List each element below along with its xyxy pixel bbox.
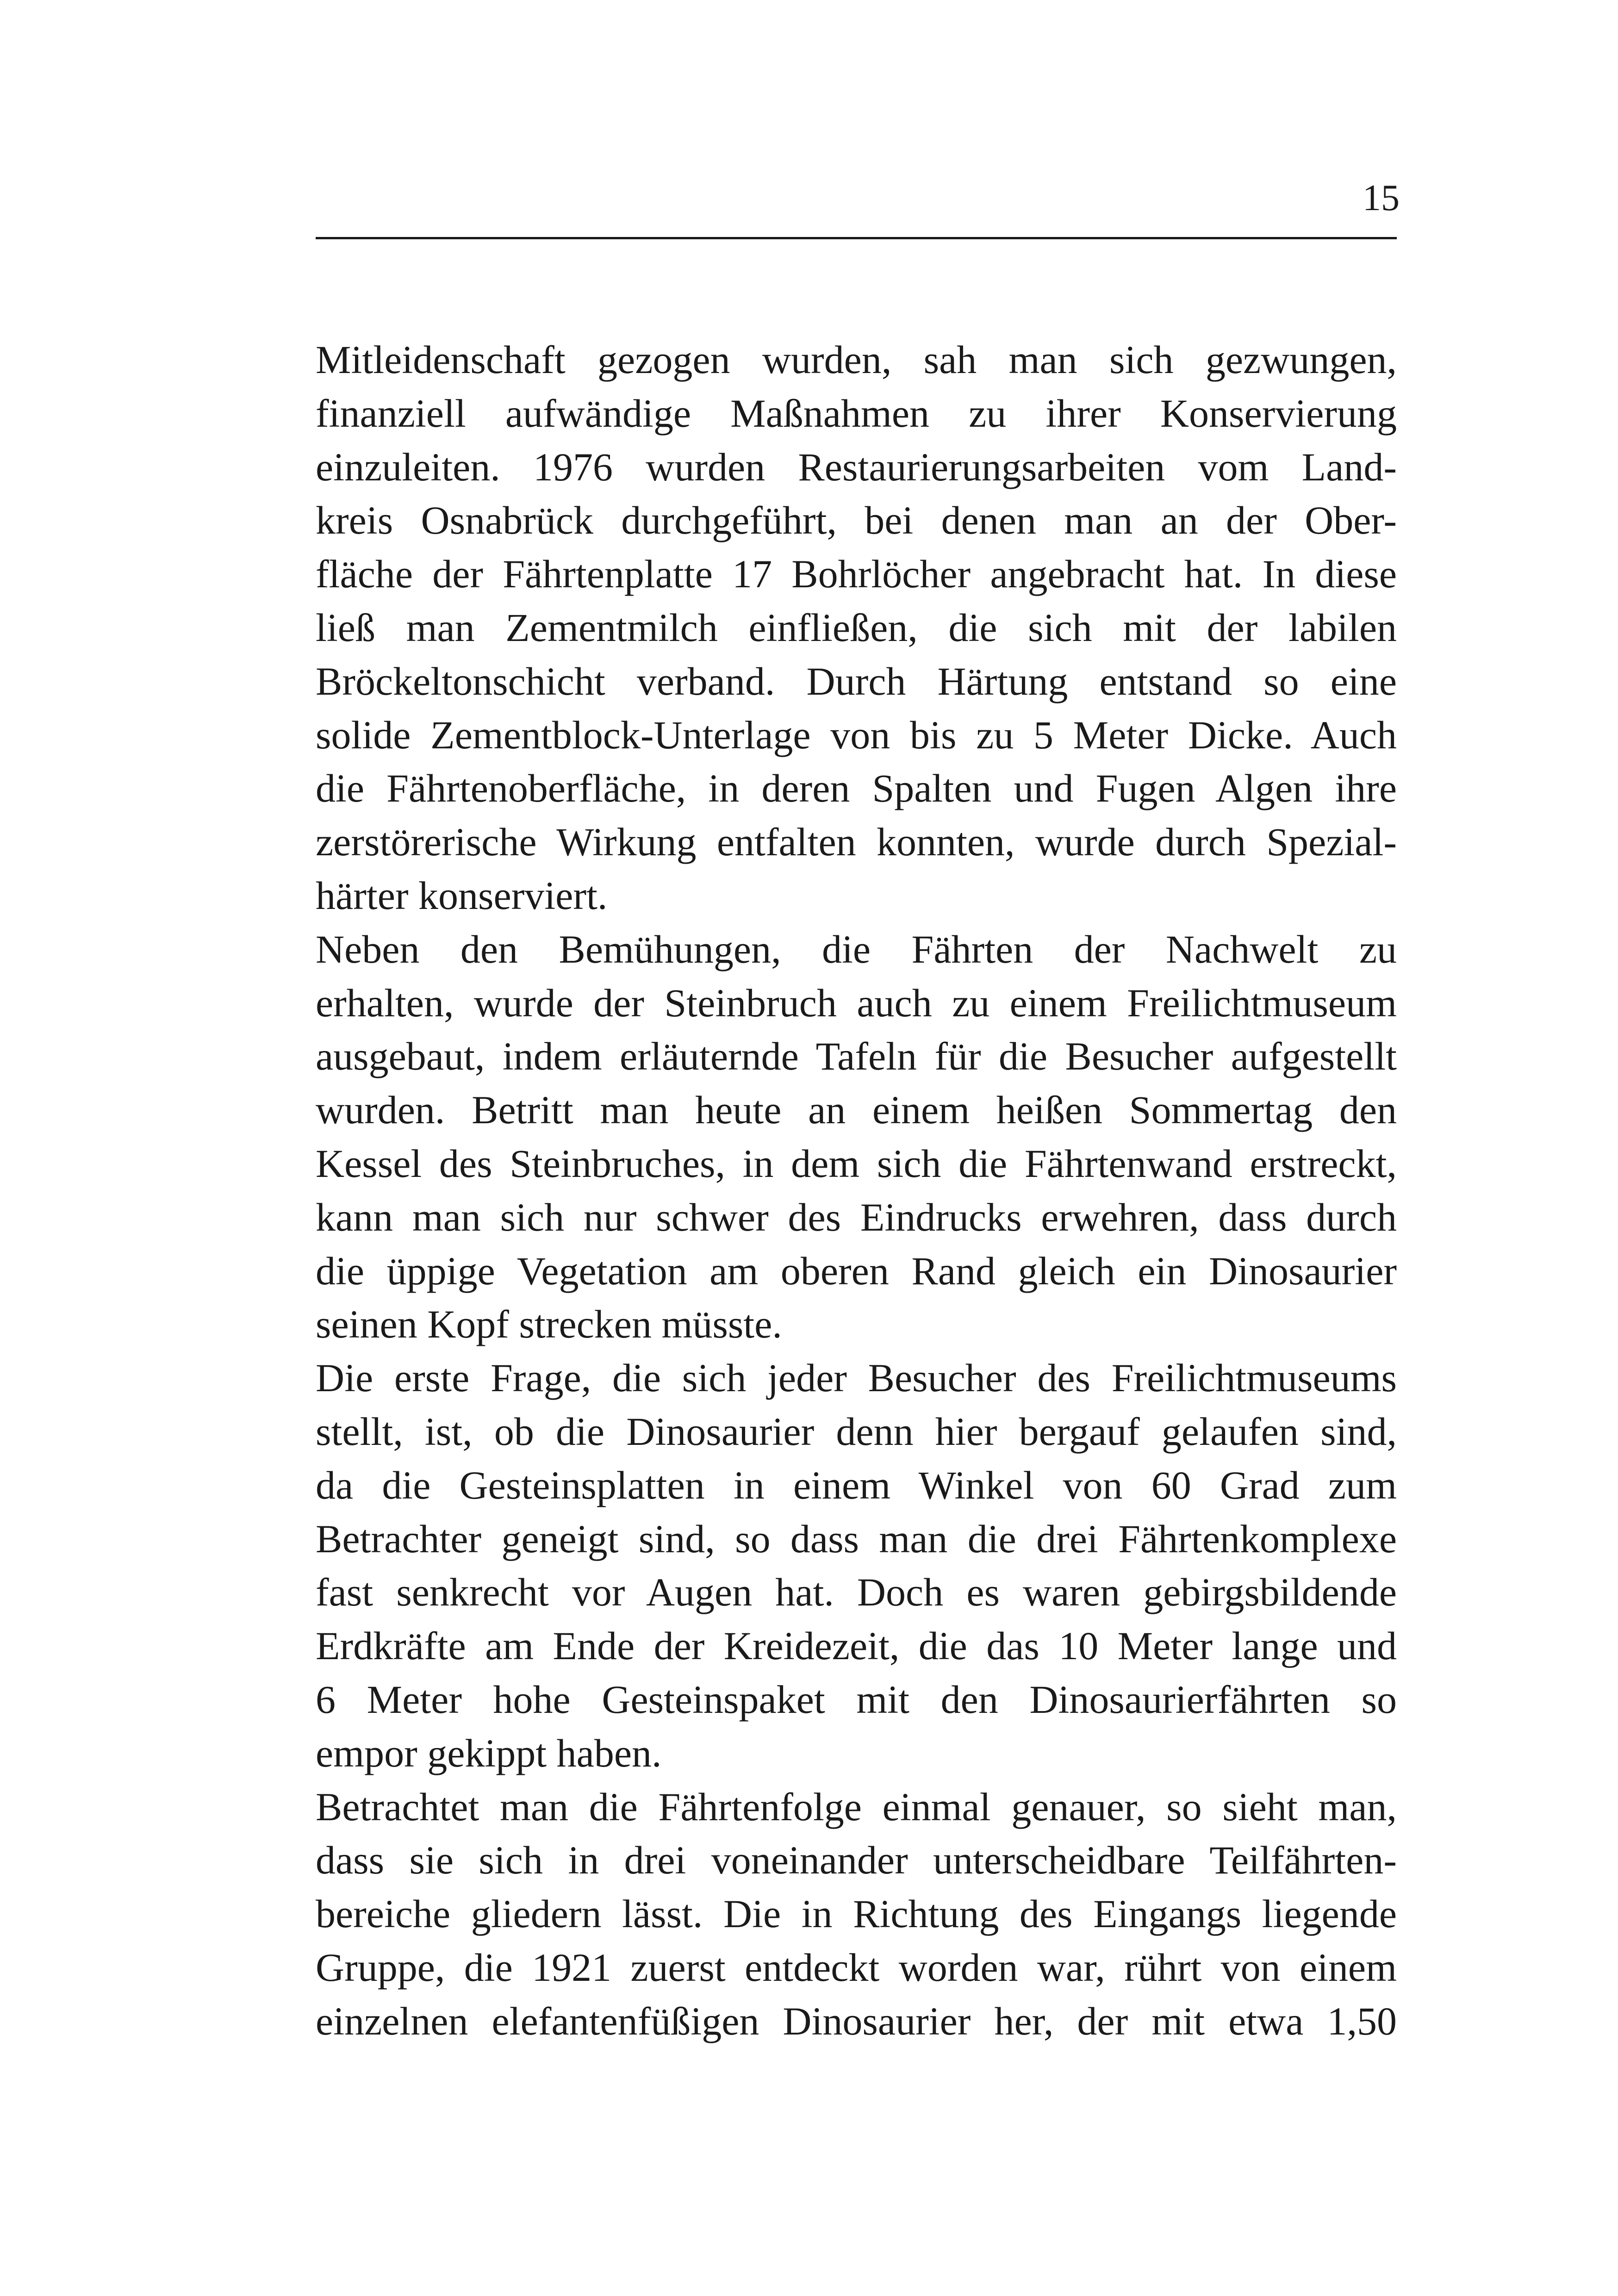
text-line: finanziell aufwändige Maßnahmen zu ihrer Konservierung [316,391,1397,436]
text-line: stellt, ist, ob die Dinosaurier denn hier bergauf gelaufen sind, [316,1409,1397,1454]
text-line: die üppige Vegetation am oberen Rand gleich ein Dinosaurier [316,1248,1397,1293]
text-line: Bröckeltonschicht verband. Durch Härtung entstand so eine [316,659,1397,703]
text-line: dass sie sich in drei voneinander unterscheidbare Teilfährten- [316,1838,1397,1883]
text-line: erhalten, wurde der Steinbruch auch zu einem Freilichtmuseum [316,980,1397,1025]
text-line: einzuleiten. 1976 wurden Restaurierungsarbeiten vom Land- [316,444,1397,489]
paragraph [316,1780,1397,2048]
text-line: härter konserviert. [316,873,608,918]
text-line: ausgebaut, indem erläuternde Tafeln für die Besucher aufgestellt [316,1034,1397,1079]
paragraph [316,1351,1397,1780]
text-line: Mitleidenschaft gezogen wurden, sah man sich gezwungen, [316,337,1397,382]
text-line: kreis Osnabrück durchgeführt, bei denen man an der Ober- [316,498,1397,543]
page-number: 15 [1363,178,1400,218]
text-line: da die Gesteinsplatten in einem Winkel von 60 Grad zum [316,1462,1397,1507]
text-line: fläche der Fährtenplatte 17 Bohrlöcher angebracht hat. In diese [316,552,1397,597]
text-line: kann man sich nur schwer des Eindrucks erwehren, dass durch [316,1195,1397,1239]
text-line: wurden. Betritt man heute an einem heißen Sommertag den [316,1088,1397,1132]
text-line: die Fährtenoberfläche, in deren Spalten und Fugen Algen ihre [316,766,1397,811]
text-line: einzelnen elefantenfüßigen Dinosaurier her, der mit etwa 1,50 [316,1998,1397,2043]
text-line: Erdkräfte am Ende der Kreidezeit, die das 10 Meter lange und [316,1624,1397,1668]
text-line: zerstörerische Wirkung entfalten konnten, wurde durch Spezial- [316,820,1397,865]
body-text [316,333,1397,2048]
text-line: empor gekippt haben. [316,1730,662,1775]
paragraph [316,333,1397,923]
header-rule [316,237,1397,239]
text-line: 6 Meter hohe Gesteinspaket mit den Dinosaurierfährten so [316,1677,1397,1722]
text-line: bereiche gliedern lässt. Die in Richtung des Eingangs liegende [316,1892,1397,1936]
text-line: fast senkrecht vor Augen hat. Doch es waren gebirgsbildende [316,1570,1397,1615]
text-line: seinen Kopf strecken müsste. [316,1302,782,1347]
text-line: Betrachter geneigt sind, so dass man die drei Fährtenkomplexe [316,1516,1397,1561]
text-line: Neben den Bemühungen, die Fährten der Nachwelt zu [316,927,1397,971]
text-line: solide Zementblock-Unterlage von bis zu 5 Meter Dicke. Auch [316,712,1397,757]
text-line: Die erste Frage, die sich jeder Besucher des Freilichtmuseums [316,1356,1397,1400]
text-line: Betrachtet man die Fährtenfolge einmal genauer, so sieht man, [316,1784,1397,1829]
text-line: Gruppe, die 1921 zuerst entdeckt worden war, rührt von einem [316,1945,1397,1990]
paragraph [316,923,1397,1351]
text-line: ließ man Zementmilch einfließen, die sich mit der labilen [316,605,1397,650]
text-line: Kessel des Steinbruches, in dem sich die Fährtenwand erstreckt, [316,1141,1397,1186]
